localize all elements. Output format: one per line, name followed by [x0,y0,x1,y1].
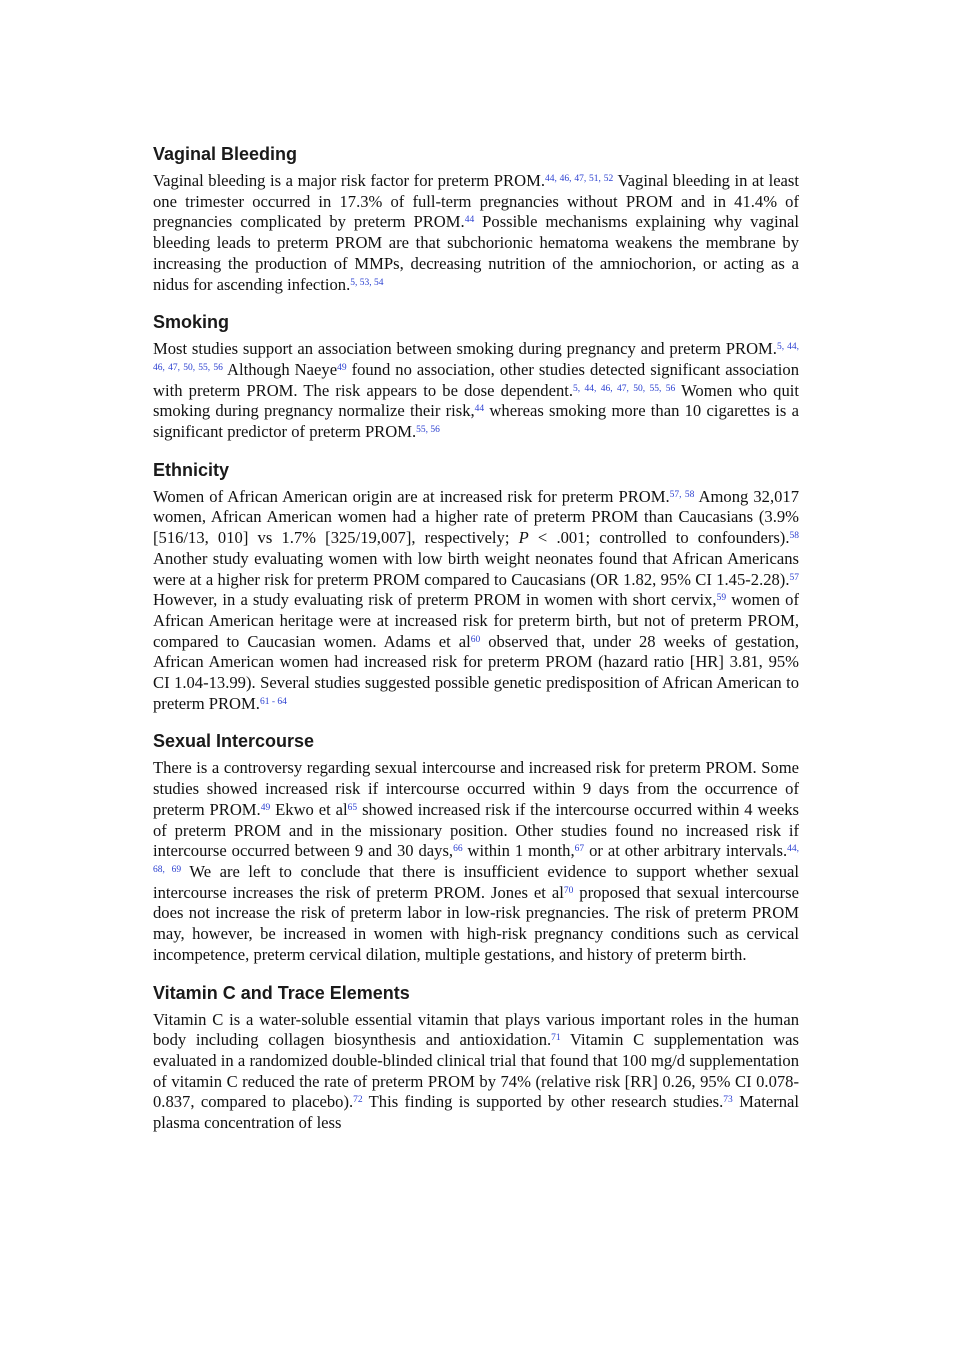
citation-link[interactable]: 70 [563,885,574,896]
body-text: Vitamin C supplementation was evaluated in a randomized double-blinded clinical trial that found that 100 mg/d supplementation of vitamin C reduced the rate of preterm PROM by 74% (relative risk [RR] 0.26, 95% CI 0.078-0.837, compared to placebo). [153,1030,799,1112]
article-body [153,143,799,1150]
body-text: Women of African American origin are at increased risk for preterm PROM. [153,486,670,506]
citation-link[interactable]: 58 [789,531,799,542]
section-heading: Sexual Intercourse [153,731,315,752]
body-text: proposed that sexual intercourse does not increase the risk of preterm labor in low-risk pregnancies. The risk of preterm PROM may, however, be increased in women with high-risk pregnancy conditions such as cervical incompetence, preterm cervical dilation, multiple gestations, and history of preterm birth. [153,882,799,964]
body-text: Ekwo et al [270,799,348,819]
body-text: Women who quit smoking during pregnancy normalize their risk, [153,380,799,421]
citation-link[interactable]: 5, 53, 54 [350,277,384,288]
body-text: We are left to conclude that there is insufficient evidence to support whether sexual intercourse increases the risk of preterm PROM. Jones et al [153,861,800,902]
body-text: There is a controversy regarding sexual intercourse and increased risk for preterm PROM. Some studies showed increased risk if intercourse occurred within 9 days from the occurrence of preterm PROM. [153,758,799,819]
citation-link[interactable]: 49 [260,802,271,813]
citation-link[interactable]: 71 [551,1033,561,1044]
body-text: Possible mechanisms explaining why vaginal bleeding leads to preterm PROM are that subchorionic hematoma weakens the membrane by increasing the production of MMPs, decreasing nutrition of the amniochorion, or acting as a nidus for ascending infection. [153,212,799,294]
section-heading: Smoking [153,312,230,333]
body-text: Most studies support an association between smoking during pregnancy and preterm PROM. [153,339,777,359]
body-text: Maternal plasma concentration of less [153,1092,799,1133]
body-text: Vaginal bleeding is a major risk factor for preterm PROM. [153,171,545,190]
section-paragraph [153,1010,799,1134]
section-paragraph [153,487,799,715]
section [153,143,799,295]
body-text: < .001; controlled to confounders). [528,528,790,548]
section [153,730,799,965]
citation-link[interactable]: 73 [723,1095,733,1106]
citation-link[interactable]: 44 [474,404,485,415]
section-paragraph [153,758,799,965]
body-text: found no association, other studies detected significant association with preterm PROM. The risk appears to be dose dependent. [153,359,799,400]
citation-link[interactable]: 60 [470,634,481,645]
body-text: Although Naeye [222,359,338,379]
body-text: or at other arbitrary intervals. [584,841,788,861]
section-heading: Ethnicity [153,459,230,480]
citation-link[interactable]: 44, 68, 69 [153,844,799,875]
citation-link[interactable]: 61 - 64 [259,696,287,707]
body-text: showed increased risk if the intercourse occurred within 4 weeks of preterm PROM and in the missionary position. Other studies found no increased risk if intercourse occurred between 9 and 30 days, [153,799,799,861]
italic-text: P [518,528,529,548]
section-heading: Vaginal Bleeding [153,144,298,164]
citation-link[interactable]: 67 [574,844,585,855]
body-text: This finding is supported by other research studies. [362,1092,724,1112]
citation-link[interactable]: 49 [337,362,347,373]
body-text: within 1 month, [462,841,575,861]
body-text: Among 32,017 women, African American women had a higher rate of preterm PROM than Caucasians (3.9% [516/13, 010] vs 1.7% [325/19,007], respectively; [153,486,800,548]
section [153,982,799,1134]
section-paragraph [153,171,799,295]
section [153,459,799,715]
citation-link[interactable]: 66 [453,844,463,855]
citation-link[interactable]: 72 [353,1095,363,1106]
body-text: However, in a study evaluating risk of preterm PROM in women with short cervix, [153,590,717,610]
section-heading: Vitamin C and Trace Elements [153,982,410,1003]
citation-link[interactable]: 59 [716,593,727,604]
body-text: Another study evaluating women with low birth weight neonates found that African Americans were at a higher risk for preterm PROM compared to Caucasians (OR 1.82, 95% CI 1.45-2.28). [153,548,799,589]
citation-link[interactable]: 57 [789,572,799,583]
section-paragraph [153,339,799,443]
citation-link[interactable]: 44, 46, 47, 51, 52 [544,174,614,184]
citation-link[interactable]: 65 [347,802,358,813]
section [153,311,799,443]
body-text: Vaginal bleeding in at least one trimester occurred in 17.3% of full-term pregnancies without PROM and in 41.4% of pregnancies complicated by preterm PROM. [153,171,799,232]
citation-link[interactable]: 44 [464,215,475,226]
citation-link[interactable]: 5, 44, 46, 47, 50, 55, 56 [573,383,676,394]
body-text: whereas smoking more than 10 cigarettes is a significant predictor of preterm PROM. [153,401,799,442]
body-text: Vitamin C is a water-soluble essential vitamin that plays various important roles in the human body including collagen biosynthesis and antioxidation. [153,1009,799,1050]
citation-link[interactable]: 55, 56 [416,425,440,436]
body-text: observed that, under 28 weeks of gestation, African American women had increased risk for preterm PROM (hazard ratio [HR] 3.81, 95% CI 1.04-13.99). Several studies suggested possible genetic predisposition of African American to preterm PROM. [153,631,799,713]
body-text: women of African American heritage were at increased risk for preterm birth, but not of preterm PROM, compared to Caucasian women. Adams et al [153,590,799,651]
citation-link[interactable]: 5, 44, 46, 47, 50, 55, 56 [153,342,800,373]
citation-link[interactable]: 57, 58 [669,489,695,500]
